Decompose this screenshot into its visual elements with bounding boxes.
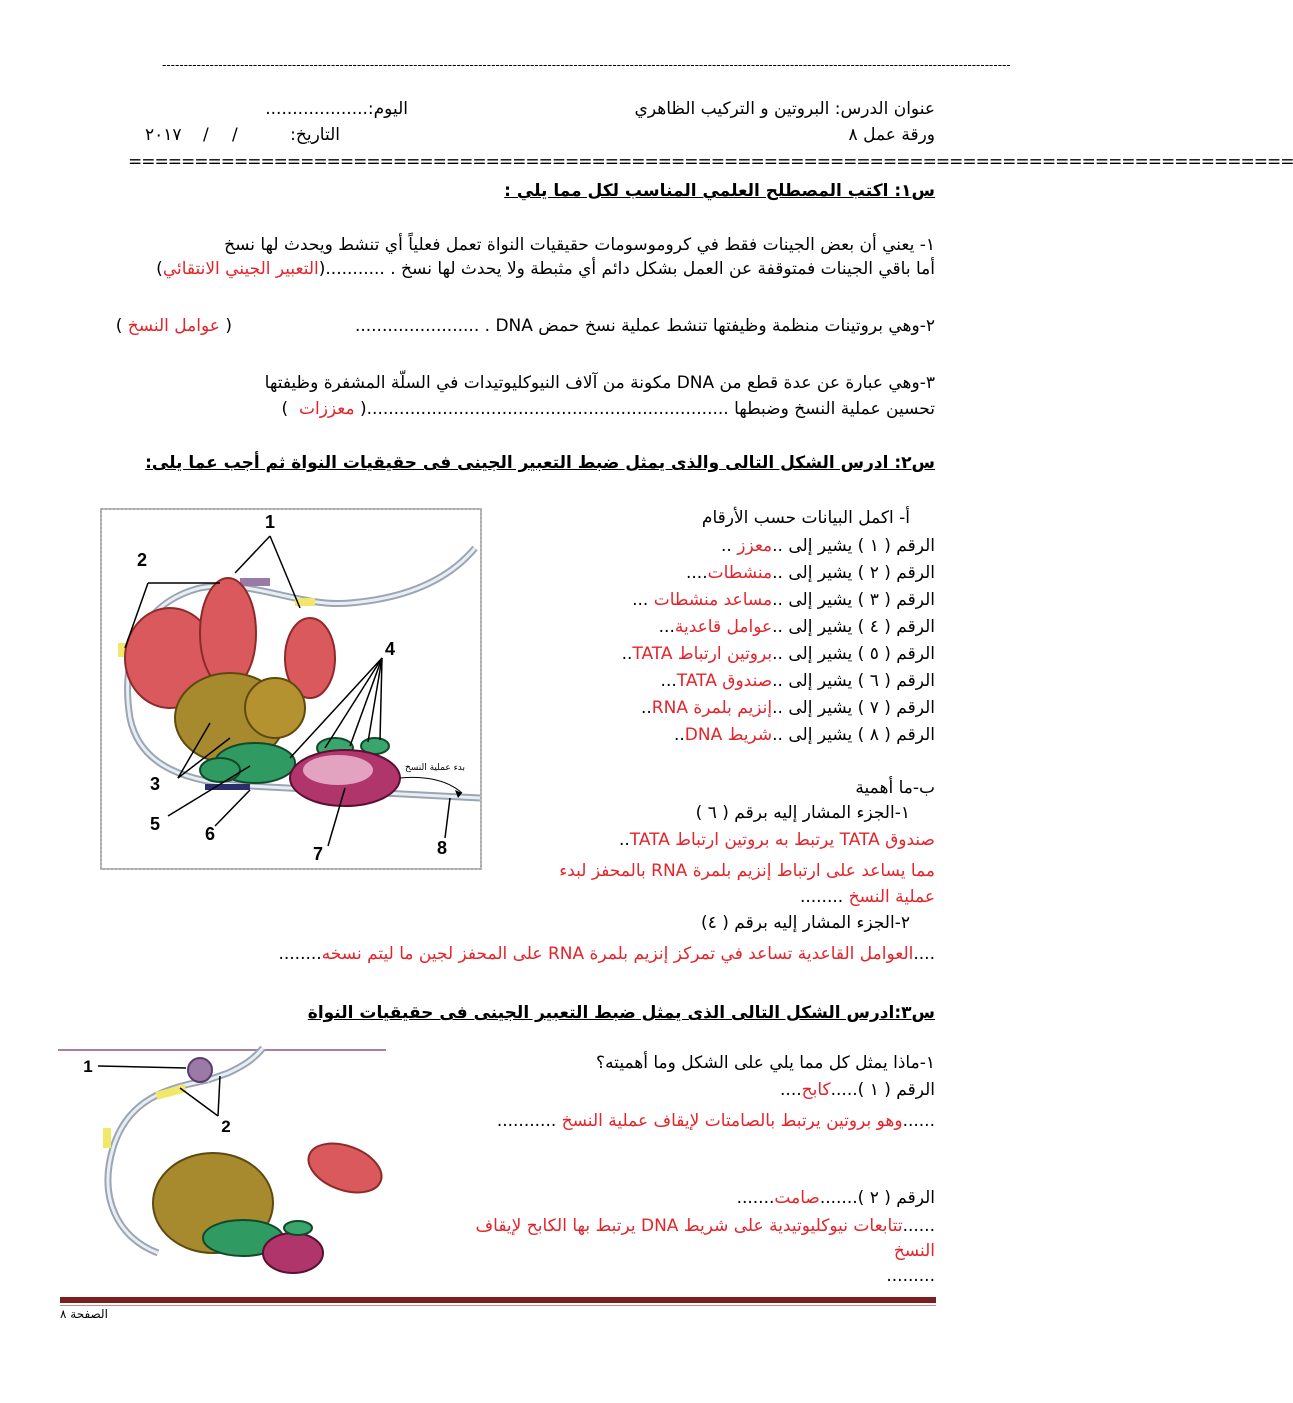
q1-title: س١: اكتب المصطلح العلمي المناسب لكل مما يلي :: [504, 181, 935, 201]
q2-b1-answer-line2: مما يساعد على ارتباط إنزيم بلمرة RNA بالمحفز لبدء: [559, 861, 935, 881]
q1-item3-answer: معززات: [298, 399, 355, 419]
q1-item2-answer: عوامل النسخ: [127, 316, 220, 336]
q1-item3-line1: ٣-وهي عبارة عن عدة قطع من DNA مكونة من آلاف النيوكليوتيدات في السلّة المشفرة وظيفتها: [264, 373, 935, 393]
fig1-label: 3: [149, 774, 161, 794]
q1-item2-answer-wrap: ( عوامل النسخ ): [115, 316, 232, 336]
double-rule: ========================================================================================: [128, 152, 1293, 172]
q3-r1-desc: ......وهو بروتين يرتبط بالصامتات لإيقاف عملية النسخ ...........: [496, 1111, 935, 1131]
q3-r2-desc-line3: .........: [886, 1266, 935, 1286]
footer-bar: [60, 1297, 936, 1303]
q3-title: س٣:ادرس الشكل التالى الذى يمثل ضبط التعبير الجينى فى حقيقيات النواة: [307, 1003, 935, 1023]
q2-part-b: ب-ما أهمية: [855, 778, 935, 798]
q1-item1-line2: أما باقي الجينات فمتوقفة عن العمل بشكل دائم أي مثبطة ولا يحدث لها نسخ . ...........(التعبير الجيني الانتقائي): [156, 259, 935, 279]
q2-b1-label: ١-الجزء المشار إليه برقم ( ٦ ): [695, 803, 910, 823]
fig1-caption: بدء عملية النسخ: [404, 763, 466, 773]
date-year: ٢٠١٧: [145, 125, 182, 145]
date-slash: /: [203, 125, 209, 145]
fig1-label: 1: [264, 512, 276, 532]
q2-b1-answer-line1: صندوق TATA يرتبط به بروتين ارتباط TATA..: [618, 830, 935, 850]
q1-item2: ٢-وهي بروتينات منظمة وظيفتها تنشط عملية نسخ حمض DNA . .......................: [354, 316, 935, 336]
q2-row: الرقم ( ٣ ) يشير إلى ..مساعد منشطات ...: [632, 590, 935, 610]
q2-part-a: أ- اكمل البيانات حسب الأرقام: [701, 508, 910, 528]
day-field: اليوم:...................: [265, 99, 408, 119]
q3-question: ١-ماذا يمثل كل مما يلي على الشكل وما أهميته؟: [596, 1053, 935, 1073]
fig1-label: 6: [204, 824, 216, 844]
fig1-label: 2: [136, 550, 148, 570]
fig2-label: 1: [83, 1057, 93, 1076]
fig1-label: 4: [384, 639, 396, 659]
fig1-label: 7: [312, 844, 324, 864]
q3-r1: الرقم ( ١ ).....كابح....: [780, 1080, 935, 1100]
q3-r2: الرقم ( ٢ ).......صامت.......: [736, 1188, 935, 1208]
repressor-diagram: [58, 1048, 388, 1283]
fig2-label: 2: [221, 1117, 231, 1136]
q2-row: الرقم ( ٢ ) يشير إلى ..منشطات....: [685, 563, 935, 583]
fig1-label: 8: [436, 838, 448, 858]
top-dashed-rule: ----------------------------------------------------------------------------------------------------------------------------------------------------------------------------------------------------: [162, 58, 1011, 72]
q2-row: الرقم ( ٥ ) يشير إلى ..بروتين ارتباط TATA..: [621, 644, 935, 664]
footer-rule: [60, 1305, 936, 1306]
q1-item3-line2: تحسين عملية النسخ وضبطها ...................................................................( معززات ): [281, 399, 935, 419]
q3-r2-desc: ......تتابعات نيوكليوتيدية على شريط DNA يرتبط بها الكابح لإيقاف: [475, 1216, 935, 1236]
lesson-title: عنوان الدرس: البروتين و التركيب الظاهري: [634, 99, 935, 119]
q2-b1-answer-line3: عملية النسخ ........: [799, 887, 935, 907]
q2-b2-label: ٢-الجزء المشار إليه برقم ( ٤): [701, 913, 910, 933]
date-slash: /: [232, 125, 238, 145]
q2-row: الرقم ( ١ ) يشير إلى ..معزز ..: [721, 536, 935, 556]
q2-row: الرقم ( ٨ ) يشير إلى ..شريط DNA..: [673, 725, 935, 745]
q3-r2-desc-line2: النسخ: [893, 1241, 935, 1261]
q1-item1-line1: ١- يعني أن بعض الجينات فقط في كروموسومات حقيقيات النواة تعمل فعلياً أي تنشط ويحدث لها نسخ: [224, 235, 935, 255]
page-number: الصفحة ٨: [60, 1307, 108, 1321]
date-label: التاريخ:: [290, 125, 340, 145]
q2-row: الرقم ( ٦ ) يشير إلى ..صندوق TATA...: [660, 671, 935, 691]
q1-item1-answer: التعبير الجيني الانتقائي: [162, 259, 319, 279]
q2-title: س٢: ادرس الشكل التالى والذى يمثل ضبط التعبير الجينى فى حقيقيات النواة ثم أجب عما يلى:: [145, 453, 935, 473]
worksheet-number: ورقة عمل ٨: [848, 125, 935, 145]
transcription-diagram: [100, 508, 482, 870]
fig1-label: 5: [149, 814, 161, 834]
q2-b2-answer: ....العوامل القاعدية تساعد في تمركز إنزيم بلمرة RNA على المحفز لجين ما ليتم نسخه........: [278, 944, 935, 964]
q2-row: الرقم ( ٧ ) يشير إلى ..إنزيم بلمرة RNA..: [640, 698, 935, 718]
q2-row: الرقم ( ٤ ) يشير إلى ..عوامل قاعدية...: [658, 617, 935, 637]
